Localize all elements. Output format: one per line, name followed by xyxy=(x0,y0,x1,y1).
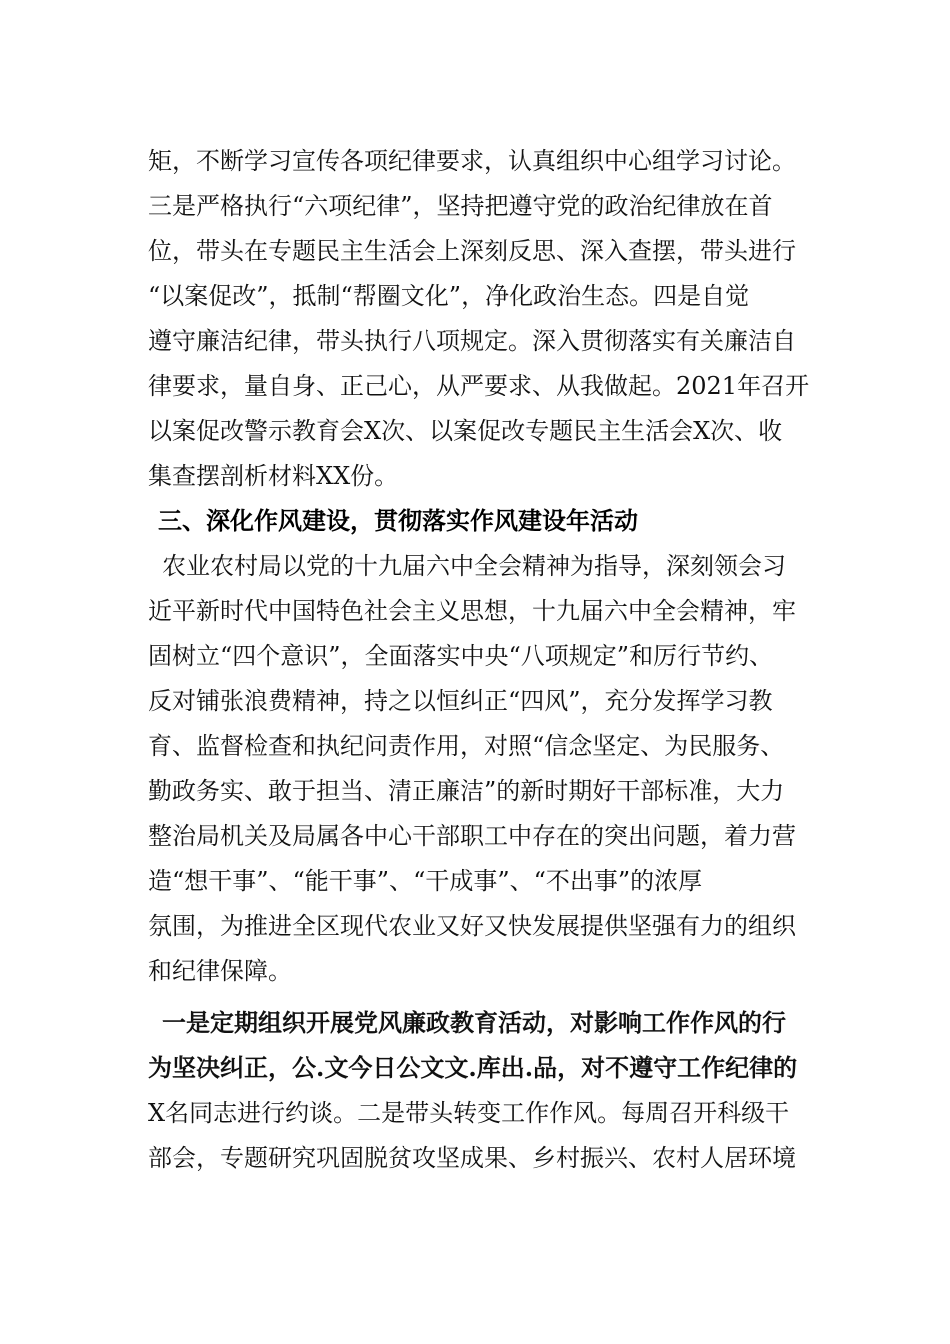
text-line: 遵守廉洁纪律，带头执行八项规定。深入贯彻落实有关廉洁自 xyxy=(148,327,796,355)
text-line: 三是严格执行“六项纪律”，坚持把遵守党的政治纪律放在首 xyxy=(148,192,773,220)
text-line: 育、监督检查和执纪问责作用，对照“信念坚定、为民服务、 xyxy=(148,732,785,760)
text-line: 一是定期组织开展党风廉政教育活动，对影响工作作风的行 xyxy=(162,1008,786,1037)
text-line: 氛围，为推进全区现代农业又好又快发展提供坚强有力的组织 xyxy=(148,912,796,940)
text-line: 勤政务实、敢于担当、清正廉洁”的新时期好干部标准，大力 xyxy=(148,777,785,805)
text-line: 近平新时代中国特色社会主义思想，十九届六中全会精神，牢 xyxy=(148,597,796,625)
text-line: 整治局机关及局属各中心干部职工中存在的突出问题，着力营 xyxy=(148,822,796,850)
text-line: 和纪律保障。 xyxy=(148,957,292,985)
text-line: 集查摆剖析材料XX份。 xyxy=(148,462,399,490)
text-line: 反对铺张浪费精神，持之以恒纠正“四风”，充分发挥学习教 xyxy=(148,687,773,715)
text-line: 农业农村局以党的十九届六中全会精神为指导，深刻领会习 xyxy=(162,552,786,580)
text-line: X名同志进行约谈。二是带头转变工作作风。每周召开科级干 xyxy=(148,1099,790,1127)
text-line: 固树立“四个意识”，全面落实中央“八项规定”和厉行节约、 xyxy=(148,642,774,670)
text-line: 造“想干事”、“能干事”、“干成事”、“不出事”的浓厚 xyxy=(148,867,703,895)
text-line: 为坚决纠正，公.文今日公文文.库出.品，对不遵守工作纪律的 xyxy=(148,1053,798,1082)
section-heading: 三、深化作风建设，贯彻落实作风建设年活动 xyxy=(158,507,638,535)
text-line: 部会，专题研究巩固脱贫攻坚成果、乡村振兴、农村人居环境 xyxy=(148,1144,796,1172)
text-line: 以案促改警示教育会X次、以案促改专题民主生活会X次、收 xyxy=(148,417,783,445)
text-line: 矩，不断学习宣传各项纪律要求，认真组织中心组学习讨论。 xyxy=(148,147,796,175)
text-line: 位，带头在专题民主生活会上深刻反思、深入查摆，带头进行 xyxy=(148,237,796,265)
text-line: 律要求，量自身、正己心，从严要求、从我做起。2021年召开 xyxy=(148,372,810,400)
text-line: “以案促改”，抵制“帮圈文化”，净化政治生态。四是自觉 xyxy=(148,282,750,310)
